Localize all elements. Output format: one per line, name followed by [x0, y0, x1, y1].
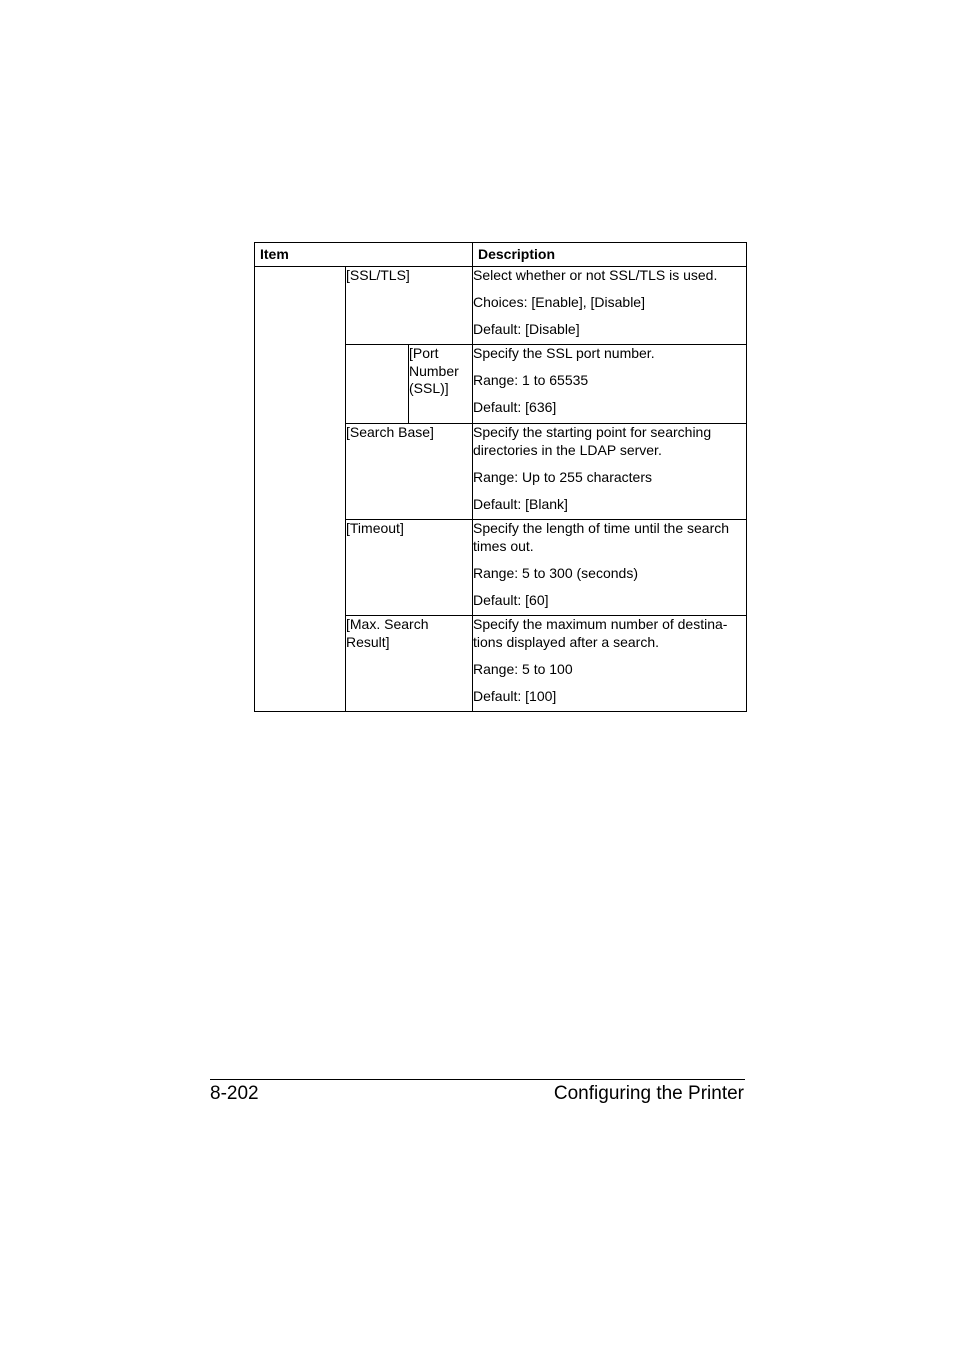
desc-line: Range: 5 to 100 [473, 660, 573, 677]
page-number: 8-202 [210, 1083, 259, 1104]
desc-line: Default: [60] [473, 591, 549, 608]
desc-ssl-tls [473, 267, 747, 345]
desc-port-number-ssl [473, 345, 747, 424]
item-max-search-result: [Max. Search Result] [346, 616, 473, 712]
item-search-base: [Search Base] [346, 424, 473, 520]
table-row [255, 267, 747, 345]
footer-divider [210, 1079, 745, 1080]
settings-table [254, 242, 747, 712]
desc-line: Choices: [Enable], [Disable] [473, 294, 645, 310]
desc-line: Default: [Blank] [473, 495, 568, 512]
desc-max-search-result [473, 616, 747, 712]
chapter-title: Configuring the Printer [553, 1083, 744, 1104]
header-description: Description [473, 243, 747, 267]
item-ssl-tls: [SSL/TLS] [346, 267, 473, 345]
desc-line: Specify the starting point for searching directories in the LDAP server. [473, 424, 712, 458]
desc-line: Range: Up to 255 characters [473, 468, 652, 485]
desc-line: Default: [100] [473, 687, 557, 704]
ssl-tls-indent-cell [346, 345, 409, 424]
table-header-row [255, 243, 747, 267]
desc-line: Specify the SSL port number. [473, 345, 655, 361]
desc-search-base [473, 424, 747, 520]
desc-line: Default: [636] [473, 399, 557, 415]
parent-item-cell [255, 267, 346, 712]
desc-line: Select whether or not SSL/TLS is used. [473, 267, 718, 283]
desc-line: Default: [Disable] [473, 321, 580, 337]
desc-line: Range: 5 to 300 (seconds) [473, 564, 638, 581]
desc-line: Range: 1 to 65535 [473, 372, 589, 388]
desc-timeout [473, 520, 747, 616]
desc-line: Specify the maximum number of destina-tions displayed after a search. [473, 616, 728, 650]
item-port-number-ssl: [Port Number (SSL)] [409, 345, 473, 424]
item-timeout: [Timeout] [346, 520, 473, 616]
desc-line: Specify the length of time until the search times out. [473, 520, 730, 554]
header-item: Item [255, 243, 473, 267]
